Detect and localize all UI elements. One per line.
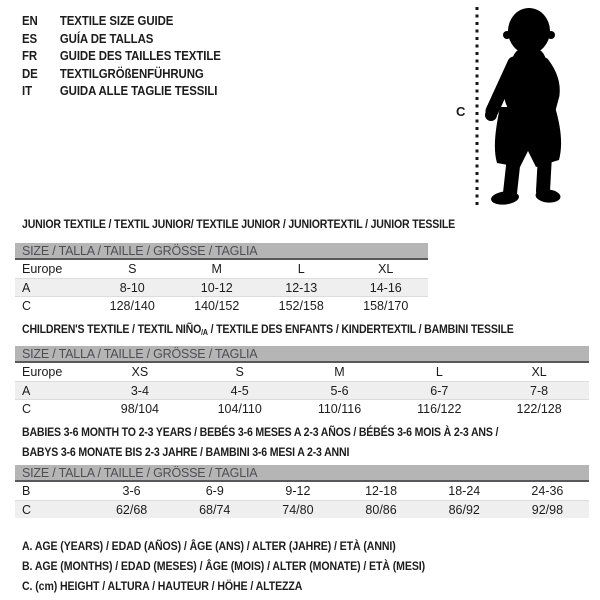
section-title-line2: BABYS 3-6 MONATE BIS 2-3 JAHRE / BAMBINI 3-6 MESI A 2-3 ANNI	[22, 445, 350, 459]
value-cell: 152/158	[278, 299, 324, 313]
value-cell: 4-5	[230, 384, 249, 398]
table-row	[15, 381, 589, 399]
value-cell: L	[297, 262, 305, 276]
value-cell: 110/116	[317, 402, 362, 416]
value-cell: XS	[131, 365, 149, 379]
language-title: GUIDA ALLE TAGLIE TESSILI	[59, 83, 218, 98]
row-label-cell: B	[22, 484, 31, 498]
language-title: TEXTILE SIZE GUIDE	[59, 13, 174, 28]
value-cell: 74/80	[282, 503, 314, 517]
value-cell: 62/68	[115, 503, 148, 517]
value-cell: 14-16	[369, 281, 402, 295]
value-cell: 6-9	[205, 484, 224, 498]
value-cell: 158/170	[363, 299, 409, 313]
height-ref-label: C	[456, 104, 466, 119]
value-cell: 68/74	[199, 503, 231, 517]
language-code: DE	[22, 65, 38, 81]
footnote: A. AGE (YEARS) / EDAD (AÑOS) / ÂGE (ANS) / ALTER (JAHRE) / ETÀ (ANNI)	[22, 539, 396, 553]
value-cell: M	[211, 262, 222, 276]
row-label-cell: A	[22, 384, 31, 398]
value-cell: 12-13	[285, 281, 318, 295]
language-list	[22, 12, 221, 100]
height-dashed-line-icon	[474, 7, 480, 208]
value-cell: 24-36	[531, 484, 564, 498]
row-label-cell: C	[22, 299, 32, 313]
language-row	[22, 82, 221, 100]
value-cell: XL	[531, 365, 547, 379]
row-label-cell: C	[22, 402, 32, 416]
language-row	[22, 12, 221, 30]
table-row	[15, 278, 428, 296]
language-row	[22, 65, 221, 83]
value-cell: 140/152	[194, 299, 240, 313]
section-title-text: JUNIOR TEXTILE / TEXTIL JUNIOR/ TEXTILE JUNIOR / JUNIORTEXTIL / JUNIOR TESSILE	[22, 217, 455, 231]
value-cell: 6-7	[430, 384, 449, 398]
junior-size-table	[15, 243, 428, 314]
value-cell: S	[235, 365, 244, 379]
value-cell: 10-12	[200, 281, 233, 295]
table-row	[15, 482, 589, 500]
junior-section-title	[22, 215, 455, 235]
value-cell: 80/86	[365, 503, 397, 517]
language-code: EN	[22, 13, 38, 28]
value-cell: 122/128	[516, 402, 562, 416]
value-cell: 8-10	[119, 281, 145, 295]
toddler-silhouette-icon	[484, 7, 569, 207]
babies-size-table	[15, 465, 589, 518]
section-title-text: / TEXTILE DES ENFANTS / KINDERTEXTIL / BAMBINI TESSILE	[207, 322, 514, 336]
height-figure	[450, 4, 595, 214]
footnote: C. (cm) HEIGHT / ALTURA / HAUTEUR / HÖHE / ALTEZZA	[22, 579, 303, 593]
language-code: IT	[22, 83, 32, 98]
value-cell: 98/104	[120, 402, 160, 416]
value-cell: 128/140	[109, 299, 155, 313]
value-cell: S	[128, 262, 137, 276]
value-cell: 9-12	[285, 484, 311, 498]
value-cell: 5-6	[330, 384, 349, 398]
footnotes	[22, 536, 425, 596]
table-row	[15, 363, 589, 381]
row-label-cell: A	[22, 281, 31, 295]
value-cell: M	[334, 365, 345, 379]
value-cell: 3-4	[130, 384, 149, 398]
value-cell: 116/122	[417, 402, 462, 416]
value-cell: 12-18	[365, 484, 398, 498]
language-code: ES	[22, 30, 38, 46]
size-header-bar: SIZE / TALLA / TAILLE / GRÖSSE / TAGLIA	[15, 465, 589, 482]
row-label-cell: Europe	[22, 365, 63, 379]
size-header-bar: SIZE / TALLA / TAILLE / GRÖSSE / TAGLIA	[15, 346, 589, 363]
language-title: TEXTILGRÖßENFÜHRUNG	[59, 65, 204, 81]
table-row	[15, 500, 589, 518]
table-row	[15, 260, 428, 278]
size-header-bar: SIZE / TALLA / TAILLE / GRÖSSE / TAGLIA	[15, 243, 428, 260]
table-row	[15, 296, 428, 314]
language-title: GUIDE DES TAILLES TEXTILE	[59, 48, 221, 63]
value-cell: 7-8	[530, 384, 549, 398]
value-cell: XL	[378, 262, 394, 276]
row-label-cell: Europe	[22, 262, 63, 276]
value-cell: 18-24	[448, 484, 481, 498]
value-cell: 92/98	[531, 503, 564, 517]
section-title-subscript: /A	[201, 328, 208, 337]
language-title: GUÍA DE TALLAS	[59, 30, 154, 46]
language-code: FR	[22, 48, 38, 63]
section-title-text: CHILDREN'S TEXTILE / TEXTIL NIÑO	[22, 322, 202, 336]
babies-section-title	[22, 423, 498, 461]
value-cell: L	[435, 365, 443, 379]
children-size-table	[15, 346, 589, 417]
table-row	[15, 399, 589, 417]
value-cell: 86/92	[448, 503, 480, 517]
language-row	[22, 30, 221, 48]
section-title-text: BABIES 3-6 MONTH TO 2-3 YEARS / BEBÉS 3-6 MESES A 2-3 AÑOS / BÉBÉS 3-6 MOIS À 2-3 ANS /	[22, 425, 499, 439]
value-cell: 3-6	[122, 484, 141, 498]
language-row	[22, 47, 221, 65]
row-label-cell: C	[22, 503, 32, 517]
value-cell: 104/110	[217, 402, 262, 416]
children-section-title	[22, 320, 514, 340]
footnote: B. AGE (MONTHS) / EDAD (MESES) / ÂGE (MOIS) / ALTER (MONATE) / ETÀ (MESI)	[22, 559, 426, 573]
